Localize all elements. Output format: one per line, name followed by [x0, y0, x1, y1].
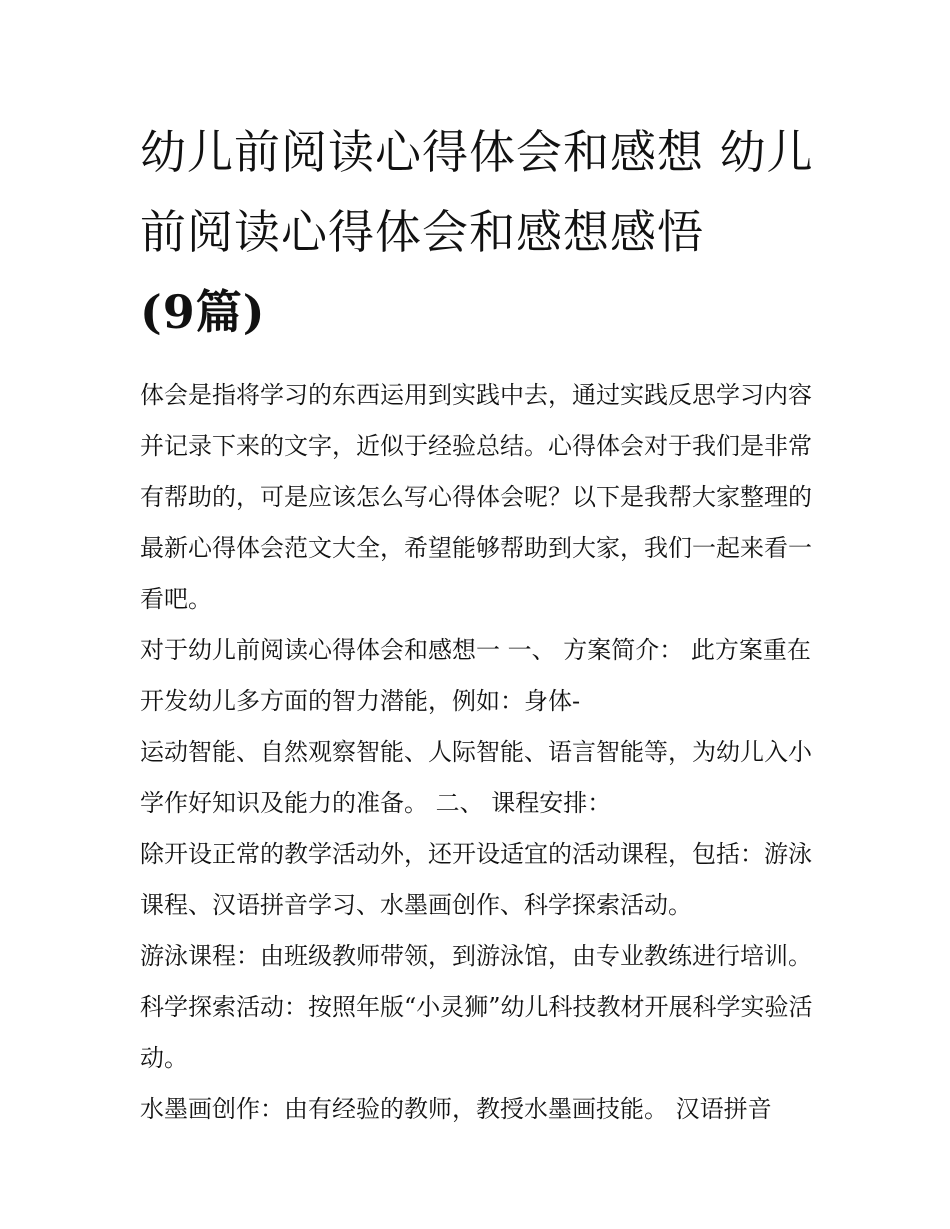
body-paragraph: 水墨画创作：由有经验的教师，教授水墨画技能。 汉语拼音: [140, 1095, 772, 1123]
document-title: [140, 112, 815, 352]
body-paragraph: 游泳课程：由班级教师带领，到游泳馆，由专业教练进行培训。 科学探索活动：按照年版“小灵狮”幼儿科技教材开展科学实验活动。: [140, 942, 813, 1072]
intro-paragraph: 体会是指将学习的东西运用到实践中去，通过实践反思学习内容并记录下来的文字，近似于经验总结。心得体会对于我们是非常有帮助的，可是应该怎么写心得体会呢？以下是我帮大家整理的最新心得体会范文大全，希望能够帮助到大家，我们一起来看一看吧。: [140, 381, 812, 613]
title-count: (9篇): [140, 285, 266, 339]
body-paragraph: 运动智能、自然观察智能、人际智能、语言智能等，为幼儿入小学作好知识及能力的准备。 二、 课程安排：: [140, 738, 812, 817]
body-paragraph: 除开设正常的教学活动外，还开设适宜的活动课程，包括：游泳课程、汉语拼音学习、水墨画创作、科学探索活动。: [140, 840, 812, 919]
document-page: [140, 112, 815, 1135]
title-text: 幼儿前阅读心得体会和感想 幼儿前阅读心得体会和感想感悟: [140, 125, 814, 259]
body-paragraph: 对于幼儿前阅读心得体会和感想一 一、 方案简介： 此方案重在开发幼儿多方面的智力潜能，例如：身体-: [140, 636, 811, 715]
